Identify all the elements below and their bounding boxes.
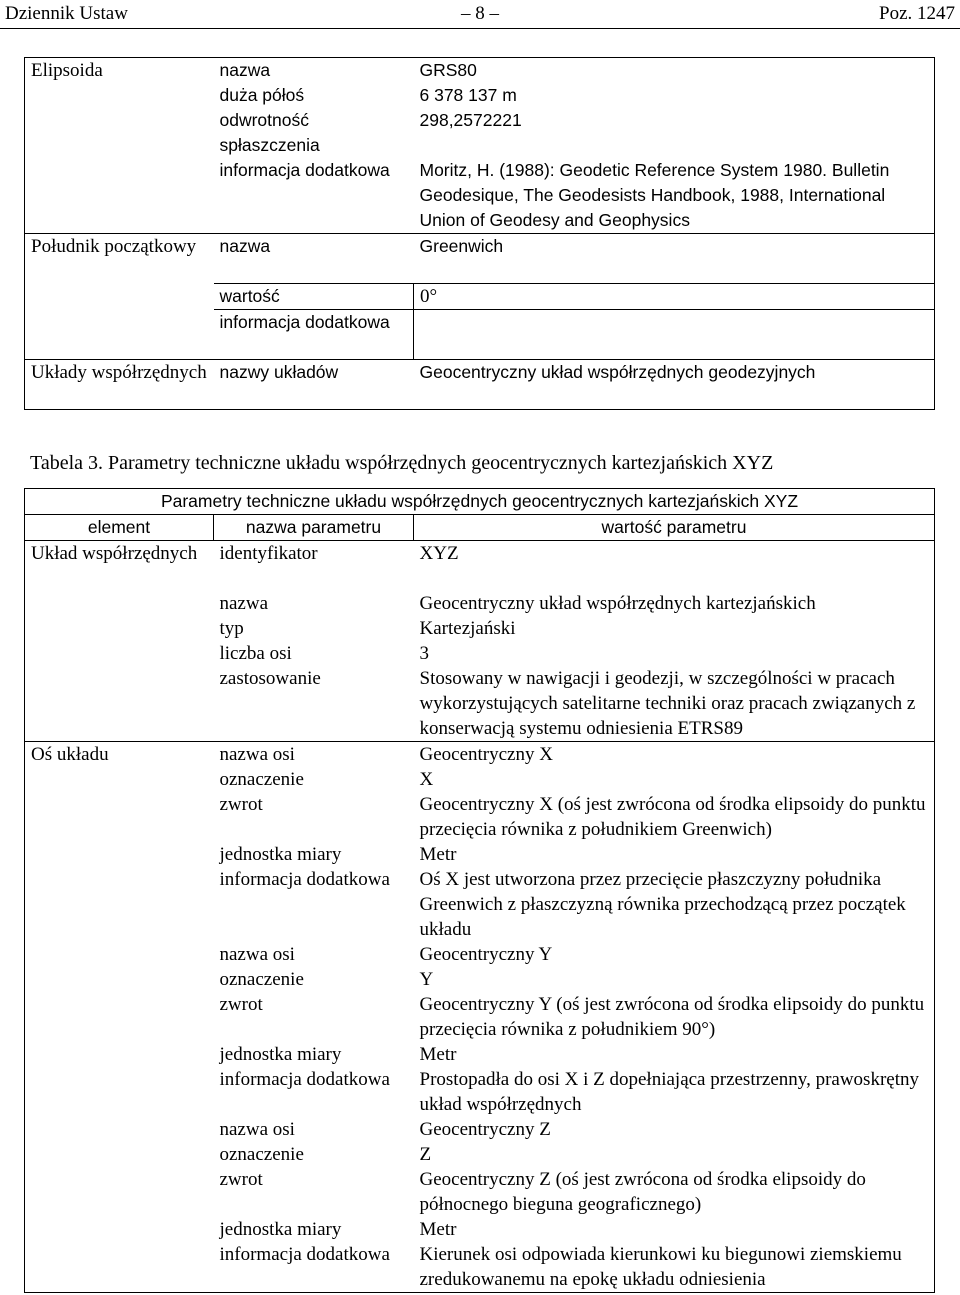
parameter-name-cell: zastosowanie xyxy=(219,667,321,689)
parameter-value: 6 378 137 m xyxy=(419,85,517,105)
table-row xyxy=(25,1167,935,1217)
parameter-name-cell: nazwa osi xyxy=(214,741,414,767)
parameter-name-cell: oznaczenie xyxy=(219,768,304,790)
element-cell xyxy=(25,792,214,842)
table-row xyxy=(25,1042,935,1067)
table-row xyxy=(25,992,935,1042)
element-cell xyxy=(25,1217,214,1242)
parameter-value: Moritz, H. (1988): Geodetic Reference System 1980. Bulletin Geodesique, The Geodesists Handbook, 1988, International Union of Geodesy and Geophysics xyxy=(419,160,890,230)
parameter-name-cell: identyfikator xyxy=(214,541,414,591)
element-cell xyxy=(25,867,214,942)
parameter-value-cell: XYZ xyxy=(414,541,935,591)
table-row xyxy=(25,842,935,867)
element-cell xyxy=(25,1117,214,1142)
header-journal-title: Dziennik Ustaw xyxy=(5,3,128,24)
table-title: Parametry techniczne układu współrzędnych geocentrycznych kartezjańskich XYZ xyxy=(160,491,799,511)
table-row xyxy=(25,741,935,767)
parameter-value-cell: Geocentryczny Z (oś jest zwrócona od środka elipsoidy do północnego bieguna geograficznego) xyxy=(419,1168,866,1215)
column-header-parameter-value: wartość parametru xyxy=(414,515,935,541)
parameter-name-cell: zwrot xyxy=(219,1168,263,1190)
parameter-value-cell: Geocentryczny X xyxy=(414,741,935,767)
parameter-name-cell: nazwa osi xyxy=(219,1118,295,1140)
parameter-name-cell: jednostka miary xyxy=(219,1218,342,1240)
parameter-name: informacja dodatkowa xyxy=(219,160,390,180)
parameter-value: 0° xyxy=(414,284,935,310)
parameter-name: nazwa xyxy=(219,60,271,80)
table-row xyxy=(25,1242,935,1293)
parameter-name: odwrotność spłaszczenia xyxy=(219,110,320,155)
parameter-value xyxy=(414,310,935,360)
parameter-value: Greenwich xyxy=(414,234,935,284)
parameter-name-cell: oznaczenie xyxy=(219,1143,304,1165)
parameter-name-cell: oznaczenie xyxy=(219,968,304,990)
row-label xyxy=(25,284,214,310)
element-cell xyxy=(25,616,214,641)
element-cell xyxy=(25,666,214,742)
parameter-value: 298,2572221 xyxy=(419,110,522,130)
parameter-name: informacja dodatkowa xyxy=(214,310,414,360)
parameter-name-cell: nazwa osi xyxy=(219,943,295,965)
parameter-value-cell: Geocentryczny Z xyxy=(419,1118,551,1140)
element-cell xyxy=(25,641,214,666)
element-cell xyxy=(25,942,214,967)
table-row xyxy=(25,83,935,108)
table-row xyxy=(25,616,935,641)
element-cell: Układ współrzędnych xyxy=(25,541,214,591)
parameter-value-cell: Geocentryczny X (oś jest zwrócona od środka elipsoidy do punktu przecięcia równika z południkiem Greenwich) xyxy=(419,793,926,840)
parameter-value-cell: Prostopadła do osi X i Z dopełniająca przestrzenny, prawoskrętny układ współrzędnych xyxy=(419,1068,919,1115)
table-row xyxy=(25,666,935,742)
header-divider xyxy=(0,28,960,29)
table-row xyxy=(25,310,935,360)
xyz-parameters-table xyxy=(24,488,935,1293)
element-cell xyxy=(25,1142,214,1167)
header-position-number: Poz. 1247 xyxy=(879,3,955,24)
parameter-value-cell: Stosowany w nawigacji i geodezji, w szczególności w pracach wykorzystujących satelitarne techniki oraz pracach związanych z konserwacją systemu odniesienia ETRS89 xyxy=(419,667,916,739)
row-label: Układy współrzędnych xyxy=(25,360,214,410)
row-label xyxy=(25,310,214,360)
element-cell xyxy=(25,1042,214,1067)
parameter-value-cell: Oś X jest utworzona przez przecięcie płaszczyzny południka Greenwich z płaszczyzną równika przechodzącą przez początek układu xyxy=(419,868,906,940)
parameter-value-cell: Geocentryczny Y xyxy=(419,943,553,965)
ellipsoid-parameters-table xyxy=(24,57,935,410)
table-row xyxy=(25,360,935,410)
table-row xyxy=(25,1142,935,1167)
header-page-number: – 8 – xyxy=(461,3,499,24)
parameter-value-cell: Y xyxy=(419,968,434,990)
table-row xyxy=(25,158,935,234)
row-label: Elipsoida xyxy=(31,60,103,81)
parameter-value-cell: Metr xyxy=(419,1218,457,1240)
row-label xyxy=(25,108,214,158)
parameter-name-cell: informacja dodatkowa xyxy=(219,1243,390,1265)
table-row xyxy=(25,1067,935,1117)
element-cell xyxy=(25,1067,214,1117)
row-label xyxy=(25,158,214,234)
element-cell xyxy=(25,967,214,992)
table-row xyxy=(25,767,935,792)
parameter-name-cell: typ xyxy=(219,617,244,639)
row-label: Południk początkowy xyxy=(25,234,214,284)
table-row xyxy=(25,1117,935,1142)
table-row xyxy=(25,234,935,284)
parameter-value-cell: Kierunek osi odpowiada kierunkowi ku biegunowi ziemskiemu zredukowanemu na epokę układu odniesienia xyxy=(419,1243,902,1290)
element-cell xyxy=(25,591,214,616)
element-cell: Oś układu xyxy=(25,741,214,767)
parameter-value-cell: 3 xyxy=(419,642,429,664)
table-row xyxy=(25,1217,935,1242)
table-row xyxy=(25,967,935,992)
parameter-value-cell: Geocentryczny układ współrzędnych kartezjańskich xyxy=(419,592,816,614)
table-caption: Tabela 3. Parametry techniczne układu współrzędnych geocentrycznych kartezjańskich XYZ xyxy=(30,452,774,474)
table-row xyxy=(25,541,935,591)
element-cell xyxy=(25,1242,214,1293)
table-row xyxy=(25,284,935,310)
parameter-name: nazwy układów xyxy=(214,360,414,410)
table-row xyxy=(25,108,935,158)
parameter-name-cell: zwrot xyxy=(219,993,263,1015)
parameter-name-cell: zwrot xyxy=(219,793,263,815)
table-row xyxy=(25,591,935,616)
parameter-value: GRS80 xyxy=(419,60,477,80)
parameter-value-cell: Geocentryczny Y (oś jest zwrócona od środka elipsoidy do punktu przecięcia równika z południkiem 90°) xyxy=(419,993,925,1040)
parameter-name: duża półoś xyxy=(219,85,305,105)
parameter-value: Geocentryczny układ współrzędnych geodezyjnych xyxy=(414,360,935,410)
parameter-name-cell: nazwa xyxy=(219,592,269,614)
parameter-name: nazwa xyxy=(214,234,414,284)
parameter-value-cell: Kartezjański xyxy=(419,617,516,639)
column-header-parameter-name: nazwa parametru xyxy=(214,515,414,541)
parameter-name-cell: jednostka miary xyxy=(219,843,342,865)
parameter-value-cell: Metr xyxy=(419,1043,457,1065)
parameter-name-cell: liczba osi xyxy=(219,642,292,664)
parameter-name: wartość xyxy=(214,284,414,310)
parameter-name-cell: informacja dodatkowa xyxy=(219,868,390,890)
parameter-value-cell: Z xyxy=(419,1143,432,1165)
parameter-value-cell: X xyxy=(419,768,434,790)
parameter-name-cell: jednostka miary xyxy=(219,1043,342,1065)
table-row xyxy=(25,867,935,942)
column-header-element: element xyxy=(25,515,214,541)
element-cell xyxy=(25,767,214,792)
element-cell xyxy=(25,992,214,1042)
table-row xyxy=(25,942,935,967)
element-cell xyxy=(25,1167,214,1217)
table-row xyxy=(25,792,935,842)
parameter-value-cell: Metr xyxy=(419,843,457,865)
parameter-name-cell: informacja dodatkowa xyxy=(219,1068,390,1090)
table-row xyxy=(25,641,935,666)
table-row xyxy=(25,58,935,84)
element-cell xyxy=(25,842,214,867)
row-label xyxy=(25,83,214,108)
